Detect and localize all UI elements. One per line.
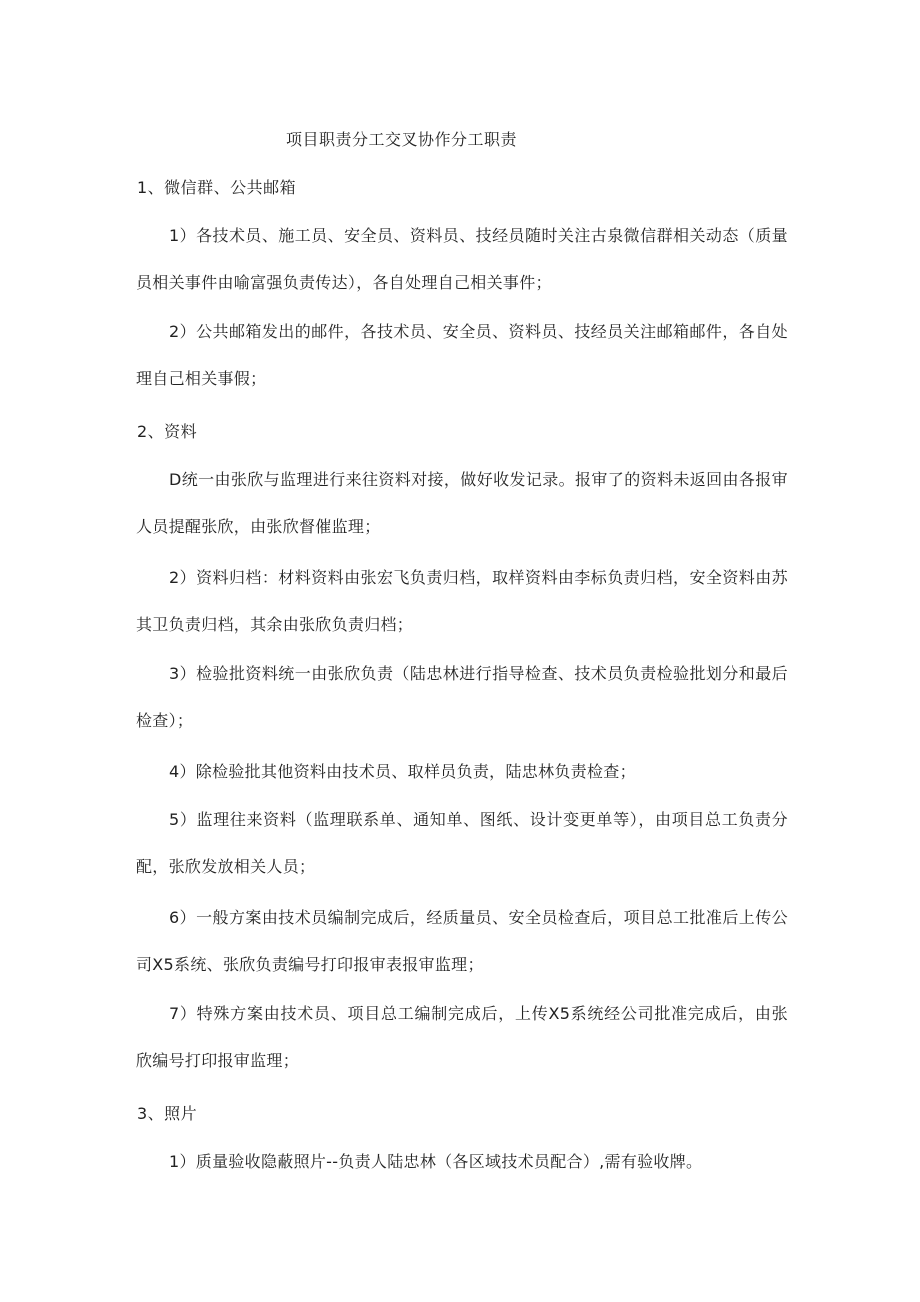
paragraph-special-plan: 7）特殊方案由技术员、项目总工编制完成后，上传X5系统经公司批准完成后，由张欣编号打印报审监理； bbox=[136, 1004, 788, 1070]
paragraph-public-email: 2）公共邮箱发出的邮件，各技术员、安全员、资料员、技经员关注邮箱邮件，各自处理自己相关事假； bbox=[136, 322, 788, 388]
paragraph-documents-exchange: D统一由张欣与监理进行来往资料对接，做好收发记录。报审了的资料未返回由各报审人员提醒张欣，由张欣督催监理； bbox=[136, 470, 788, 536]
section-heading-documents: 2、资料 bbox=[137, 422, 198, 441]
document-title: 项目职责分工交叉协作分工职责 bbox=[286, 130, 518, 149]
paragraph-other-documents: 4）除检验批其他资料由技术员、取样员负责，陆忠林负责检查； bbox=[169, 762, 636, 781]
paragraph-inspection-lot-documents: 3）检验批资料统一由张欣负责（陆忠林进行指导检查、技术员负责检验批划分和最后检查）； bbox=[136, 664, 788, 730]
paragraph-documents-archiving: 2）资料归档：材料资料由张宏飞负责归档，取样资料由李标负责归档，安全资料由苏其卫负责归档，其余由张欣负责归档； bbox=[136, 568, 788, 634]
paragraph-general-plan: 6）一般方案由技术员编制完成后，经质量员、安全员检查后，项目总工批准后上传公司X5系统、张欣负责编号打印报审表报审监理； bbox=[136, 908, 788, 974]
paragraph-wechat-group: 1）各技术员、施工员、安全员、资料员、技经员随时关注古泉微信群相关动态（质量员相关事件由喻富强负责传达），各自处理自己相关事件； bbox=[136, 226, 788, 292]
section-heading-photos: 3、照片 bbox=[137, 1104, 198, 1123]
paragraph-supervision-correspondence: 5）监理往来资料（监理联系单、通知单、图纸、设计变更单等），由项目总工负责分配，张欣发放相关人员； bbox=[136, 810, 788, 876]
paragraph-quality-photos: 1）质量验收隐蔽照片--负责人陆忠林（各区域技术员配合）,需有验收牌。 bbox=[169, 1152, 703, 1171]
section-heading-wechat-email: 1、微信群、公共邮箱 bbox=[137, 178, 297, 197]
